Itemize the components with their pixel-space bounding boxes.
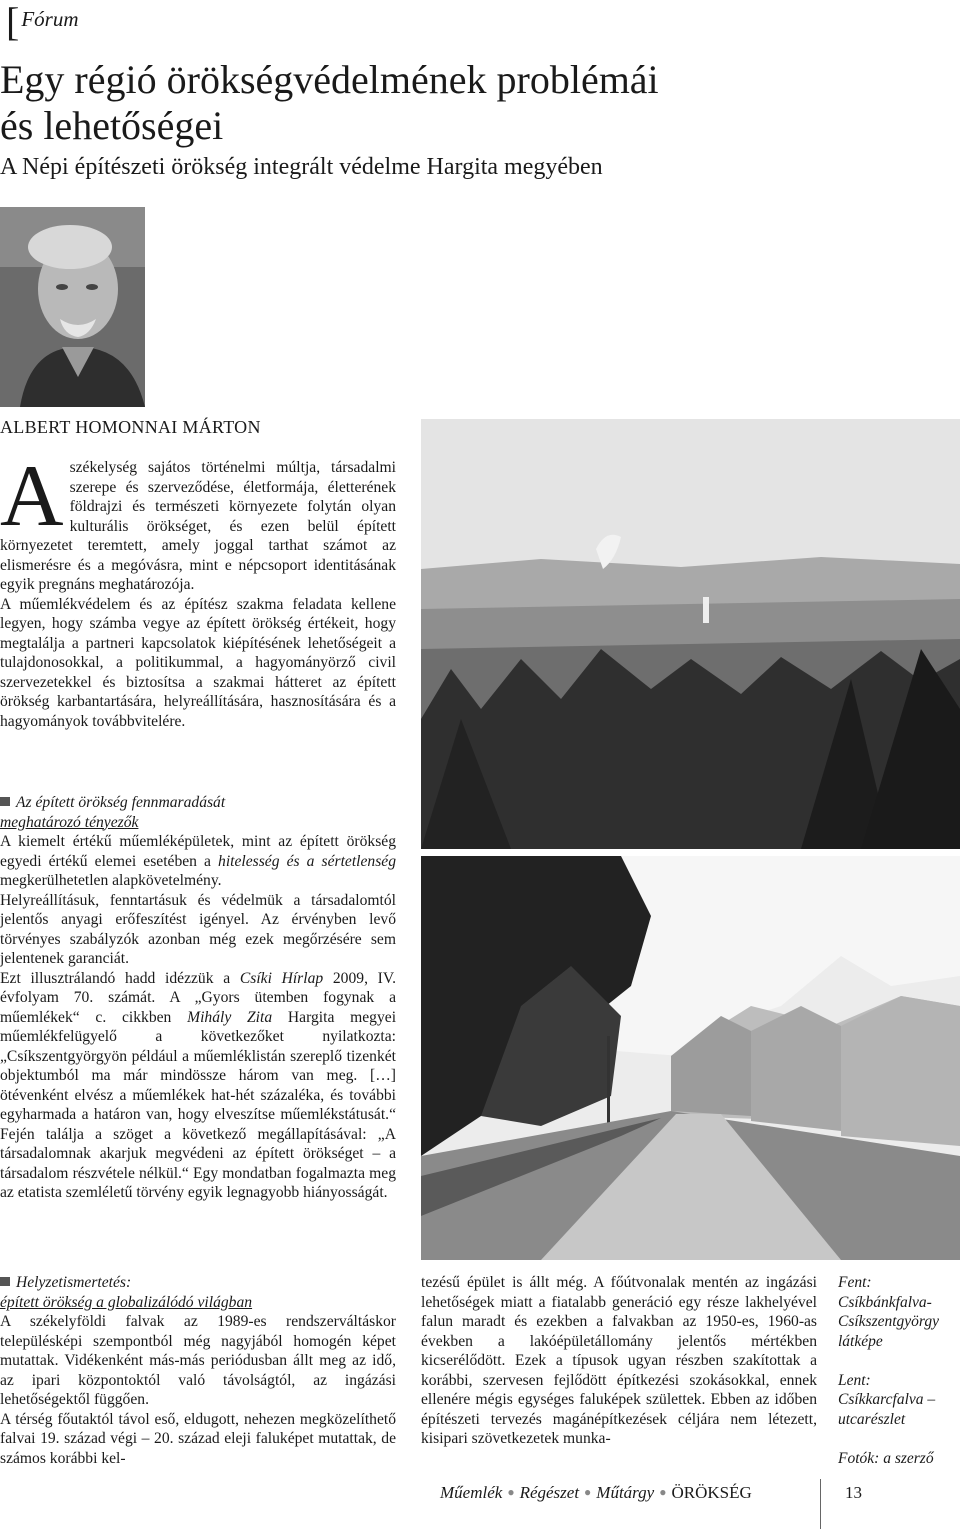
lead-paragraphs [0, 448, 396, 731]
dot-separator-icon: ● [507, 1485, 515, 1499]
heading-1-line1: Az épített örökség fennmaradását [16, 794, 226, 811]
bullet-square-icon [0, 797, 10, 806]
paragraph-8: tezésű épület is állt még. A főútvonalak mentén az ingázási lehetőségek miatt a fiatalabb generáció egy része lakhelyével falun maradt és ezekben a falvakban az 1950-es, 1960-as években a lakóépületállomány jelentős mértékben kicserélődött. Ezek a típusok ugyan részben szakítottak a korábbi, szervesen fejlődött építkezési szokásokkal, ennek ellenére mégis egységes faluképek születtek. Ebben az időben építészeti tervezés magánépítkezések céljára nem létezett, kisipari szövetkezetek munka- [421, 1274, 817, 1447]
caption-credit: Fotók: a szerző [838, 1449, 934, 1467]
caption-top: Fent: Csíkbánkfalva-Csíkszentgyörgy látképe [838, 1274, 940, 1350]
dot-separator-icon: ● [659, 1485, 667, 1499]
article-subtitle: A Népi építészeti örökség integrált védelme Hargita megyében [0, 154, 603, 180]
p3-c: megkerülhetetlen alapkövetelmény. [0, 872, 222, 889]
p5-b: Csíki Hírlap [239, 969, 324, 987]
dot-separator-icon: ● [584, 1485, 592, 1499]
lead-text: székelység sajátos történelmi múltja, társadalmi szerepe és szerveződése, életformája, életterének földrajzi és természeti környezete folytán olyan kulturális örökséget, és ezen belül épített környezetet teremtett, amely joggal tarthat számot az elismerésre és a megóvásra, mint e népcsoport identitásának egyik pregnáns meghatározója. [0, 459, 396, 593]
page-number: 13 [845, 1483, 862, 1502]
article-title-line2: és lehetőségei [0, 103, 224, 148]
article-title [0, 57, 900, 149]
footer-item-1: Műemlék [440, 1483, 503, 1502]
article-title-line1: Egy régió örökségvédelmének problémái [0, 57, 659, 102]
caption-bottom: Lent: Csíkkarcfalva – utcarészlet [838, 1371, 936, 1428]
section-name: Fórum [21, 7, 79, 31]
page-footer [440, 1483, 880, 1503]
paragraph-2: A műemlékvédelem és az építész szakma feladata kellene legyen, hogy számba vegye az épített örökség értékeit, hogy megtalálja a partneri kapcsolatok kiépítésének lehetőségeit a tulajdonosokkal, a politikummal, a hagyományörző civil szervezetekkel és biztosítsa a szakmai hátteret az épített örökség karbantartására, helyreállítására, hasznosítására és a hagyományok továbbvitelére. [0, 595, 396, 730]
section-2 [0, 1273, 396, 1468]
p5-d: Mihály Zita [187, 1008, 273, 1026]
author-portrait [0, 207, 145, 407]
footer-item-2: Régészet [519, 1483, 580, 1502]
section-bracket: [ [6, 0, 20, 44]
heading-2-line1: Helyzetismertetés: [16, 1274, 132, 1291]
section-1-heading [0, 793, 396, 832]
footer-item-4: ÖRÖKSÉG [671, 1483, 752, 1502]
section-2-heading [0, 1273, 396, 1312]
column-2-text [421, 1273, 817, 1449]
drop-cap: A [0, 448, 64, 545]
author-name: ALBERT HOMONNAI MÁRTON [0, 417, 261, 437]
heading-2-line2: épített örökség a globalizálódó világban [0, 1293, 253, 1311]
footer-item-3: Műtárgy [596, 1483, 655, 1502]
paragraph-6: A székelyföldi falvak az 1989-es rendszerváltáskor településképi szempontból még nagyjából homogén képet mutattak. Vidékenként más-más periódusban állt meg az idő, az ipari központoktól való távolságtól, az ingázási lehetőségektől függően. [0, 1313, 396, 1408]
photo-captions [838, 1273, 958, 1488]
paragraph-5 [0, 969, 396, 1203]
village-street-photo [421, 856, 960, 1260]
footer-divider [820, 1479, 821, 1529]
village-panorama-photo [421, 419, 960, 849]
section-label [6, 2, 79, 48]
p5-c: 2009, IV. évfolyam 70. számát. A „Gyors ütemben fogynak a műemlékek“ c. cikkben [0, 969, 396, 1026]
paragraph-7: A térség főutaktól távol eső, eldugott, nehezen megközelíthető falvai 19. század végi – 20. század eleji faluképet mutattak, de számos korábbi kel- [0, 1410, 396, 1467]
section-1 [0, 793, 396, 1203]
lead-paragraph [0, 448, 396, 595]
bullet-square-icon [0, 1277, 10, 1286]
p5-e: Hargita megyei műemlékfelügyelő a következőket nyilatkozta: „Csíkszentgyörgyön például a műemléklistán szereplő tizenkét objektumból ma már mindössze három van meg. […] ötévenként elvész a műemlékek hat-hét százaléka, és további egyharmada a határon van, hogy elveszítse műemlékstátusát.“ Fején találja a szöget a következő megállapításával: „A társadalomnak akarjuk megvédeni az épített örökséget – a társadalom részvétele nélkül.“ Egy mondatban fogalmazta meg az etatista szemléletű törvény egyik legnagyobb hiányosságát. [0, 1008, 397, 1201]
p3-a: A kiemelt értékű műemléképületek, mint az épített örökség egyedi értékű elemei esetében a [0, 833, 396, 870]
p3-b: hitelesség és a sértetlenség [218, 852, 396, 870]
p5-a: Ezt illusztrálandó hadd idézzük a [0, 969, 240, 987]
paragraph-3 [0, 832, 396, 891]
paragraph-4: Helyreállításuk, fenntartásuk és védelmük a társadalomtól jelentős anyagi erőfeszítést igényel. Az érvényben levő törvényes szabályzók azonban még ezek megőrzésére sem jelentenek garanciát. [0, 891, 396, 967]
heading-1-line2: meghatározó tényezők [0, 813, 139, 831]
